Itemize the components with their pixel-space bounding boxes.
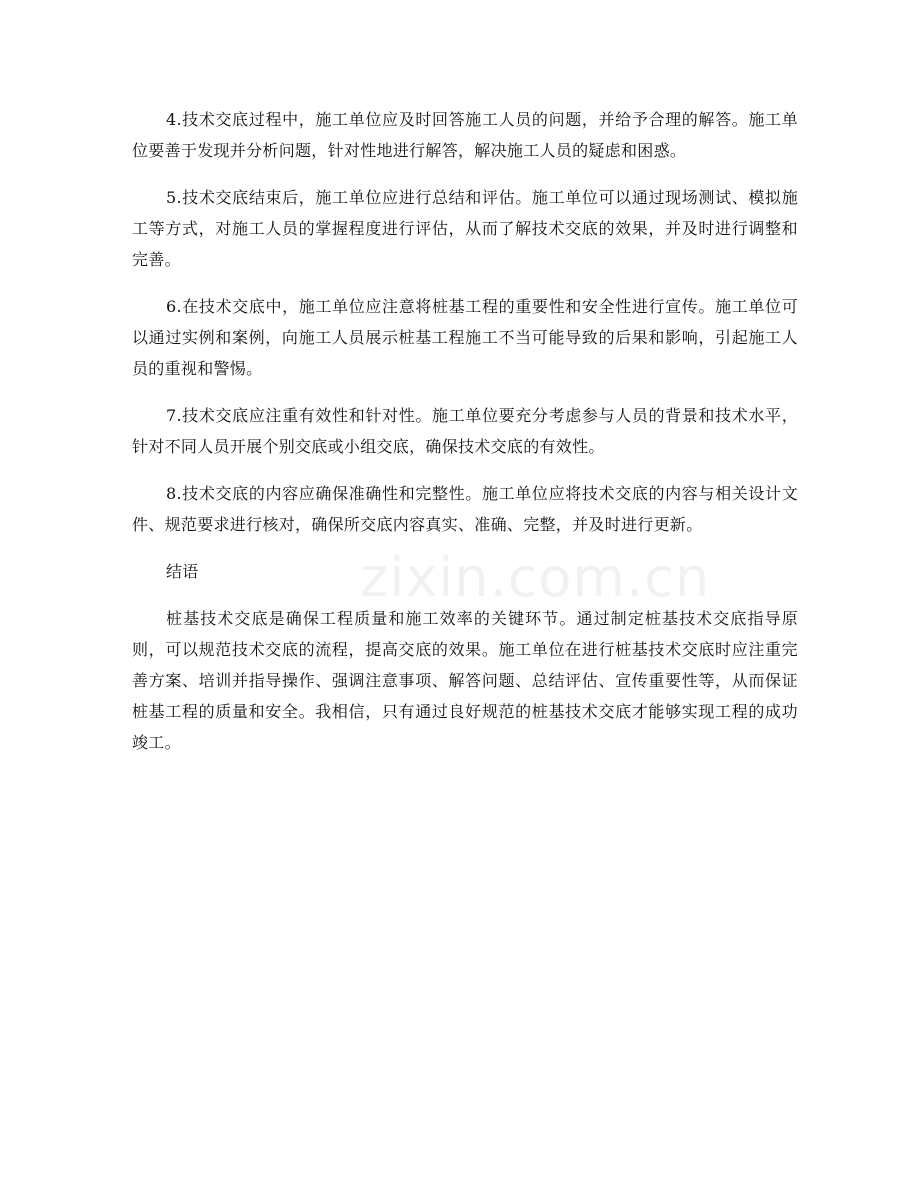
paragraph-item-7: 7.技术交底应注重有效性和针对性。施工单位要充分考虑参与人员的背景和技术水平，针对不同人员开展个别交底或小组交底，确保技术交底的有效性。	[132, 406, 798, 456]
document-body	[132, 104, 798, 774]
paragraph-item-6: 6.在技术交底中，施工单位应注意将桩基工程的重要性和安全性进行宣传。施工单位可以通过实例和案例，向施工人员展示桩基工程施工不当可能导致的后果和影响，引起施工人员的重视和警惕。	[132, 297, 798, 378]
conclusion-paragraph: 桩基技术交底是确保工程质量和施工效率的关键环节。通过制定桩基技术交底指导原则，可以规范技术交底的流程，提高交底的效果。施工单位在进行桩基技术交底时应注重完善方案、培训并指导操作、强调注意事项、解答问题、总结评估、宣传重要性等，从而保证桩基工程的质量和安全。我相信，只有通过良好规范的桩基技术交底才能够实现工程的成功竣工。	[132, 609, 798, 752]
conclusion-heading: 结语	[166, 562, 199, 581]
paragraph-item-4: 4.技术交底过程中，施工单位应及时回答施工人员的问题，并给予合理的解答。施工单位要善于发现并分析问题，针对性地进行解答，解决施工人员的疑虑和困惑。	[132, 110, 798, 160]
watermark: zixin.com.cn	[360, 546, 711, 609]
paragraph-item-8: 8.技术交底的内容应确保准确性和完整性。施工单位应将技术交底的内容与相关设计文件、规范要求进行核对，确保所交底内容真实、准确、完整，并及时进行更新。	[132, 484, 798, 534]
paragraph-item-5: 5.技术交底结束后，施工单位应进行总结和评估。施工单位可以通过现场测试、模拟施工等方式，对施工人员的掌握程度进行评估，从而了解技术交底的效果，并及时进行调整和完善。	[132, 188, 798, 269]
